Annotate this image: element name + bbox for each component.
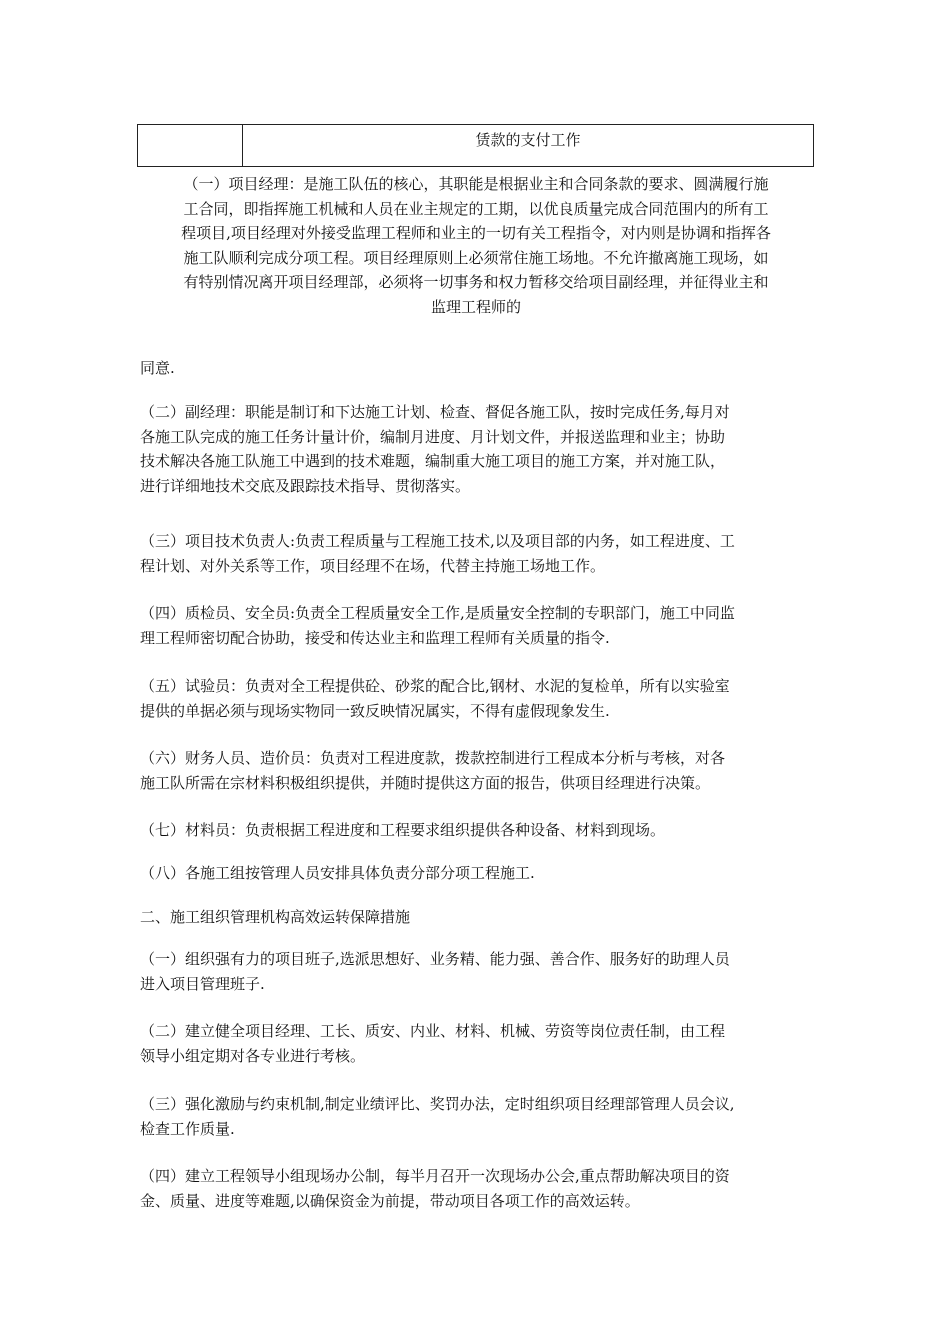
table-cell-text: 赁款的支付工作 bbox=[475, 131, 581, 149]
text-line: 各施工队完成的施工任务计量计价，编制月进度、月计划文件，并报送监理和业主；协助 bbox=[140, 427, 726, 446]
text-line: 工合同，即指挥施工机械和人员在业主规定的工期，以优良质量完成合同范围内的所有工 bbox=[183, 199, 769, 218]
text-line: 检查工作质量. bbox=[140, 1119, 235, 1138]
paragraph-finance bbox=[140, 746, 812, 795]
text-line: （四）质检员、安全员:负责全工程质量安全工作,是质量安全控制的专职部门，施工中同监 bbox=[140, 604, 735, 622]
text-line: 技术解决各施工队施工中遇到的技术难题，编制重大施工项目的施工方案，并对施工队， bbox=[140, 452, 726, 470]
text-line: 同意. bbox=[140, 359, 175, 377]
paragraph-measure-4 bbox=[140, 1164, 812, 1213]
text-line: （三）强化激励与约束机制,制定业绩评比、奖罚办法，定时组织项目经理部管理人员会议, bbox=[140, 1095, 735, 1113]
text-line: （六）财务人员、造价员：负责对工程进度款，拨款控制进行工程成本分析与考核，对各 bbox=[140, 749, 726, 767]
paragraph-measure-2 bbox=[140, 1019, 812, 1068]
text-line: （七）材料员：负责根据工程进度和工程要求组织提供各种设备、材料到现场。 bbox=[140, 821, 666, 839]
text-line: 领导小组定期对各专业进行考核。 bbox=[140, 1046, 366, 1065]
paragraph-measure-3 bbox=[140, 1092, 812, 1141]
text-line: （二）建立健全项目经理、工长、质安、内业、材料、机械、劳资等岗位责任制，由工程 bbox=[140, 1022, 726, 1040]
paragraph-consent bbox=[140, 356, 812, 381]
paragraph-measure-1 bbox=[140, 947, 812, 996]
text-line: （三）项目技术负责人:负责工程质量与工程施工技术,以及项目部的内务，如工程进度、工 bbox=[140, 532, 735, 550]
paragraph-materials bbox=[140, 818, 812, 843]
paragraph-deputy-manager bbox=[140, 400, 812, 498]
text-line: 二、施工组织管理机构高效运转保障措施 bbox=[140, 908, 411, 926]
table-cell-empty bbox=[138, 125, 243, 166]
text-line: （一）项目经理：是施工队伍的核心，其职能是根据业主和合同条款的要求、圆满履行施 bbox=[183, 175, 769, 193]
paragraph-technical-lead bbox=[140, 529, 812, 578]
text-line: 进入项目管理班子. bbox=[140, 974, 265, 993]
table-fragment bbox=[137, 124, 814, 167]
text-line: （五）试验员：负责对全工程提供砼、砂浆的配合比,钢材、水泥的复检单，所有以实验室 bbox=[140, 677, 730, 695]
text-line: 监理工程师的 bbox=[430, 297, 521, 316]
paragraph-quality-safety bbox=[140, 601, 812, 650]
text-line: （四）建立工程领导小组现场办公制，每半月召开一次现场办公会,重点帮助解决项目的资 bbox=[140, 1167, 730, 1185]
text-line: （二）副经理：职能是制订和下达施工计划、检查、督促各施工队，按时完成任务,每月对 bbox=[140, 403, 730, 421]
text-line: （八）各施工组按管理人员安排具体负责分部分项工程施工. bbox=[140, 864, 535, 882]
text-line: 金、质量、进度等难题,以确保资金为前提，带动项目各项工作的高效运转。 bbox=[140, 1191, 640, 1210]
text-line: 进行详细地技术交底及跟踪技术指导、贯彻落实。 bbox=[140, 476, 471, 495]
text-line: 理工程师密切配合协助，接受和传达业主和监理工程师有关质量的指令. bbox=[140, 628, 610, 647]
text-line: 提供的单据必须与现场实物同一致反映情况属实，不得有虚假现象发生. bbox=[140, 701, 610, 720]
text-line: 有特别情况离开项目经理部，必须将一切事务和权力暂移交给项目副经理，并征得业主和 bbox=[183, 273, 769, 291]
text-line: 施工队所需在宗材料积极组织提供，并随时提供这方面的报告，供项目经理进行决策。 bbox=[140, 773, 711, 792]
section-heading bbox=[140, 905, 812, 930]
text-line: （一）组织强有力的项目班子,选派思想好、业务精、能力强、善合作、服务好的助理人员 bbox=[140, 950, 730, 968]
text-line: 程项目,项目经理对外接受监理工程师和业主的一切有关工程指令，对内则是协调和指挥各 bbox=[181, 224, 771, 242]
paragraph-project-manager bbox=[140, 172, 812, 319]
text-line: 程计划、对外关系等工作，项目经理不在场，代替主持施工场地工作。 bbox=[140, 556, 606, 575]
text-line: 施工队顺利完成分项工程。项目经理原则上必须常住施工场地。不允许撤离施工现场，如 bbox=[183, 248, 769, 267]
paragraph-construction-groups bbox=[140, 861, 812, 886]
paragraph-tester bbox=[140, 674, 812, 723]
